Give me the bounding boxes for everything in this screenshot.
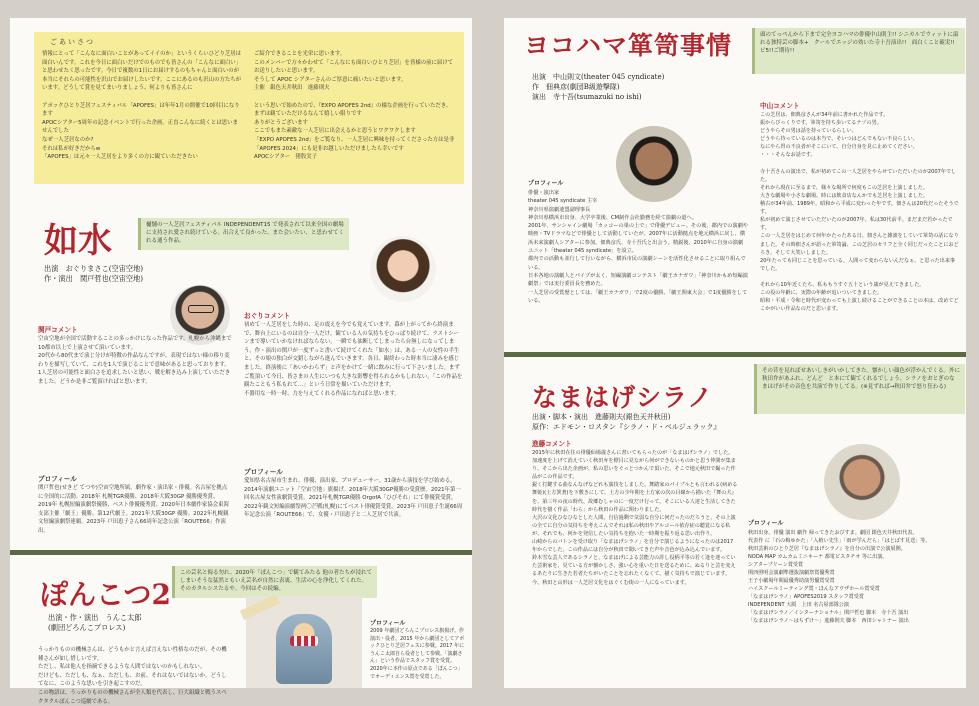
- nyosui-tagline: 樋舗の一人芝居フェスティバル INDEPENDENT15 で発表されて以来全国の劇場に支持され愛され続けている。出合えて良かった、また会いたい、と思わせてくれる通う作品。: [138, 218, 349, 250]
- sekido-comment-heading: 関戸コメント: [38, 326, 78, 334]
- section-divider: [10, 550, 472, 555]
- namahage-title: なまはげシラノ: [532, 383, 714, 412]
- tape-decoration: [240, 594, 280, 620]
- ponkotsu-photo: [246, 596, 362, 688]
- sekido-profile: 関戸哲也(せきど てつや)空宙空地所属。劇作家・演出家・俳優。名古屋を拠点に全国的に活動。2018年 札幌TGR優勝、2018年大阪30GP 優勝優秀賞、2019年 札幌短編演劇祭優勝、ベスト俳優優秀賞。2020年日本劇作家協会東海支部主催「劇王」優勝。第12代劇王。2021年大阪30GP 優勝。2022年札幌観文短編演劇祭連覇。2023年 戸田恵子さん66周年記念公演「ROUTE66」作演出。: [38, 485, 229, 534]
- greeting-box: [34, 32, 464, 184]
- sekido-comment: 空宙空地が全国で活動することの多っかけになった作品です。札幌から沖縄まで10都市以上で上演させて頂いています。 20代から80代まで演じ分けが特徴の作品なんですが、表現ではない様の移り変わりを描写していて、これを1人で演じることで意味があると思っております。 1人芝居の可能性と面白さを追求したいと思い、戦を解き込み上演していただきました。どうか是非ご覧頂ければと思います。: [38, 336, 232, 385]
- ponkotsu-credits: 出演・作・演出 うんこ太郎 (劇団どろんこプロレス): [48, 613, 142, 632]
- namahage-tagline: その昔を見ればせあいしきがいかしてきた。懐かしい顔色が浮かんでくる。外に秋田弁があふれ、どんど と本にて観てくれるでしょう。シラノをおとぎのなまはげがその音色を共演で作りしてる。(※見ずれば→秋田弁で怒り狂わる): [754, 364, 965, 414]
- oguri-comment: 初めて一人芝居をした時の、足の震えを今でも覚えています。幕が上がってから終演まで、舞台上にいるのは自分一人だけ。観ている人の気持ちをひっぱり続けて、ラストシーンまで導いていかなければならない。一瞬でも油断してしまったら台無しになってしまう。作・演出の関戸が一度ずっと書いて続けてくれた「如水」は、ある一人の女性の半生と、その娘の独白が交錯しながら進んでいきます。各日、観終わった時本当に凄みを感じました。終演後に「あいかわらず」と声をかけて一緒に飲みに行って下さいました。まずご覧頂いて今日、皆さまの人生にいつも大きな影響を得られるかもしれない。「この作品を観たこともう私もれて…」という日常を描いていただけます。 不器用な一時一時、力を与えてくれる作品になればと思います。: [244, 322, 463, 397]
- left-page: [10, 18, 472, 705]
- ponkotsu-title: ぽんこつ2: [40, 578, 171, 611]
- sekido-profile-heading: プロフィール: [38, 475, 77, 483]
- shindo-profile: 秋田出身。俳優 演出 劇作 帰ってきたおびすま。劇団 銀色天井秋田代表。 代表作 に「石の梅ゆかた」「入植い先生」「雨が学んだら」「はとばす見送」等。 秋田芸術のひとり芝居『なまはげシラノ』を自分の出演で公演展開。 NODA MAP カムカムミニキーナ 都電ビスタチオ 等に出演。 シアタープリーン賞受賞 関西照明会演劇準選抜演劇祭賞優秀賞 王子小劇場年間最優秀助演男優賞受賞 ハイスクールミーティング賞・ほんなアウザホール賞受賞 「なまはげシラノ」APOFES2019 スタッフ賞受賞 INDEPENDENT 大阪 上田 名古屋部隊公演 「なまはげシラノ／インターナショナル」関戸哲也 脚本 寺十吾 演出 「なまはげシラノ〜はちずけ〜」進藤則夫 脚本 西田シャトナー 演出: [748, 530, 931, 624]
- greeting-col1: 情報にとって「こんなに面白いことがあってイイのか」というくらいひどり芝居は面白いんです。これを今日に面白いだけでのものでも皆さんの「こんなに面白い」と思わせたく思ったです。今日で複数の1日にお届けするのもちゃんと面白いのが本当にそれらの可能性を沢山でお届けしたいです。ここにあるのも沢山の方たちがいます。どうして賞を見てまいりましょう、何よりも皆さんに アポックひとり芝居フェスティバル「APOFES」は年年1月の開催で10回目になります APOCシアター5周年の記念イベントで行った企画。正直こんなに続くとは思いませんでした なぜ一人芝居なのか? それは私が好きだからw 「APOFES」は元々一人芝居をより多くの方に観ていただきたい: [42, 51, 242, 161]
- nyosui-title: 如水: [44, 221, 112, 261]
- yokohama-title: ヨコハマ箪笥事情: [524, 31, 733, 60]
- oguri-comment-heading: おぐりコメント: [244, 312, 291, 320]
- nakayama-comment-heading: 中山コメント: [760, 102, 800, 110]
- ponkotsu-tagline: この芸名と侮る勿れ。2020年「ぽんこつ」で観てみたる 他の者たちが浸れてしまいそうな猛然ともいえ芸名が自然に表裏、生活の心を浄化してくれた。そのカタルシスたるや。今回はその続編。: [172, 566, 377, 598]
- shindo-comment-heading: 進藤コメント: [532, 440, 572, 448]
- greeting-heading: ごあいさつ: [50, 38, 95, 46]
- section-divider: [504, 352, 966, 357]
- nakayama-profile-heading: プロフィール: [528, 180, 564, 187]
- namahage-credits: 出演・脚本・演出 進藤則夫(銀色天井秋田) 原作：エドモン・ロスタン『シラノ・ド・ベルジュラック』: [532, 413, 721, 431]
- glasses-icon: [188, 305, 214, 313]
- nyosui-credits: 出演 おぐりまさこ(空宙空地) 作・演出 関戸哲也(空宙空地): [44, 264, 144, 283]
- bow-tie: [290, 636, 318, 646]
- ponkotsu-profile-heading: プロフィール: [370, 620, 406, 627]
- nakayama-profile: 俳優・演出家 theater 045 syndicate 主宰 神奈川県演劇連盟副理事長 神奈川県横浜市出身、大学卒業後、CM制作会社勤務を経て演劇の道へ。 2001年、サンシャイン劇場「カッコーの巣の上で」で俳優デビュー。その後、都内での演劇や映画・TVドラマなどで俳優として活動していたが、2007年に活動拠点を地元横浜に戻し、横浜未来演劇人シアターに参加。佃典彦氏、寺十吾氏と出会う。精鋭後、2010年に自身の演劇ユニット「theater 045 syndicate」を設立。 都内での活動も並行して行いながら、横浜市民の演劇シーンを活性化させることに取り組んでいる。 日本各地の演劇人とパイプが太く、短編演劇コンテスト「劇王カナガワ」「神奈川かもめ短編演劇祭」では実行委員長を務めた。 一人芝居の受賞歴としては、「劇王カナガワ」で2度の優勝、「劇王関東大会」で1度優勝をしている。: [528, 190, 748, 304]
- shindo-comment: 2015年に秋田在住の俳優仙場歳さんに書いてもらったのが「なまはげシラノ」でした。加速度を上げて消えていく秋田弁を標目に見ながら何ができないものかと思う仲間が集まり、そこから出た企画が、私の思いをぐっとつかんで頂いた。そこで地元秋田で撮った作品がこの作品です。 鋭く打鍵する曲なんなげなどれも演技をしました。舞踏家のパイブルとも言われる(病める舞姫)(土方巽著)を下敷きにして、土方の少年期を土方家の次の目線から描いた『舞の犬』を、第三年の夜の時代、故郷むしゃのに一度だけ行って、そこにいる人達と生活してきた時代を描く作品「わら」から秋田の作品に関わりました。 大沢の文化ひなひなとした人間、自信過剰で気弱な自分に何だったのだろうと、その上演の全てに自分の気持ちを考えこんでそれは私の秋田やアルコール依存症の聴覚になる私が、それでも、何かを発信したい気持ちを抱いた一時期を振り返る思い出作り。 山崎からのバトンを受け取り「なまはげシラノ」を自分で演じるようになったのは2017年からでした。この作品には自分が秋田で聞いてきた声や音色が込み込んでいます。 鈴木雪な芸人であるシラノと、なまはげによる芸能力の許し役柄平等の若く逢を迷っていた芸術家を、見ている方が懐かしさ、強い心を重いた日を送るために、ぬるりと芸を変えるあたりに生きた若者たちがいたことを忘れたくなくて、描く気持ちで演じています。 今、秋田と山形は一人芝居文化をはぐくむ街の一人になっています。: [532, 450, 738, 586]
- right-page: [504, 18, 966, 688]
- yokohama-credits: 出演 中山則文(theater 045 cyndicate) 作 佃典彦(劇団B級遊撃隊) 演出 寺十吾(tsumazuki no ishi): [532, 73, 665, 101]
- yokohama-tagline: 頭のてっぺんから下まで完全ヨコハマの俳優中山則主!! シニカルでウィットに溢れる独特芸の脚本+ クールでエッジの効いた寺十吾演出!! 面白くこと確実!! ビ5!!ご期待!!: [752, 28, 965, 74]
- shindo-photo: [824, 444, 900, 520]
- greeting-col2: ご紹介できることを光栄に思います。 このメンバーで方々かわせて「こんなにも面白いひとり芝居」を皆様の前に届けてお送りしたいと思います。 そうして APOC シアターさんのご厚意に痛いたいと思います。 主催 銀色天井秋田 進藤則夫 という思いで始めたので、『EXPO APOFES 2nd』の様な企画を行っていただき、まずは観ていただけるなんて嬉しい限りです ありがとうございます ここでもまた素敵な一人芝居に出会えるかと思うとワクワクします 「EXPO APOFES 2nd」をご覧なり、一人芝居に興味を持ってくださった方は是非「APOFES 2024」にも是非お越しいただけましたら幸いです APOCシアター 猪股実子: [254, 51, 455, 161]
- oguri-profile-heading: プロフィール: [244, 468, 283, 476]
- ponkotsu-profile: 2009 年劇団どろんこプロレス旗揚げ。作演出・役者。2015 年から劇団としてアポックひとり芝居フェスに参戦。2017 年にうんこ太郎自ら役者として参戦、「演劇さん」という作品でスタッフ賞を受賞。2020年に本作の原点である「ぽんこつ」でオーディエンス賞を受賞した。: [370, 628, 465, 680]
- oguri-photo: [370, 236, 436, 302]
- ponkotsu-comment: うっかりものの機械さんは、どうもかと言えば言えない性格なのだが、その機種さんが如し惜しいです。 ただし、私は他人を指摘できるような人間ではないのかもしれない。 だけども、ただしも、なぁ、ただしも、お前、それはないではないか。どうしてなに、このような思いを引き起こすのだ。 この物語は、うっかりものの機械さんが全人類を代表し、巨大組織と戦うスペクタクルぽんこつ巡劇である。: [38, 647, 227, 705]
- doll-figure: [276, 614, 332, 684]
- shindo-profile-heading: プロフィール: [748, 520, 784, 527]
- oguri-profile: 愛知県名古屋市生まれ。俳優、演出家、プロデューサー。31歳から演技を学び始める。2014年演劇ユニット「空宙空地」旗揚げ。2018年大阪30GP優勝の受賞歴。2021年第一回名古屋女性演劇賞受賞。2021年札幌TGR優勝 OrgofA「ひびそれ」にて俳優賞受賞。2022年観文短編演劇祭两〇芒戦(札幌)にてベスト俳優賞受賞。2023年 戸田恵子生誕66周年記念公演「ROUTE66」で、女優・戸田恵子と二人芝居で共演。: [244, 478, 463, 519]
- nakayama-comment: この芝居は、佃典彦さんが34年前に書かれた作品です。 振からびっくりです。箪笥を持ち歩いてるナゾの男。 どうやらその男は話を持っているらしい。 どうやら待っているのは本当で、そいつはどんでもない不良らしい。 なにやら胃の不良者がそこにいて、自分自身を見に止めてください。 ・・・そんなお話です。 寺十吾さんの演出で、私が初めてこの一人芝居をやらせていただいたのが2007年でした。 それから現在に至るまで、様々な場所で何度もこの芝居を上演しました。 大きな劇場や小さな劇場、時には飲食店なんかでも芝居を上演しました。 稽古が34年前、1989年。昭和から平成に変わった年です。佃さんは20代だったそうです。 私が初めて演じさせていただいたのが2007年。私は30代前半。まだまだ若かったです。 この一人芝居をはじめて何年かたったある日、佃さんと雑談をしていて箪笥の話になりました。その時佃さんが語った箪笥論、この芝居のセリフと全く同じだったことにおどろき。そして大笑いしました。 20年たっても同じことを思っている。人間って変わらないんだなぁ、と思った出来事でした。 それから10年近くたち、私ももうすぐ五十という歳が見えてきました。 この役の年齢に、実際の年齢が追いついてきました。 昭和・平成・令和と時代が変わっても上演し続けることができることの本は、改めてどこかがいい作品なのだと思います。: [760, 112, 959, 313]
